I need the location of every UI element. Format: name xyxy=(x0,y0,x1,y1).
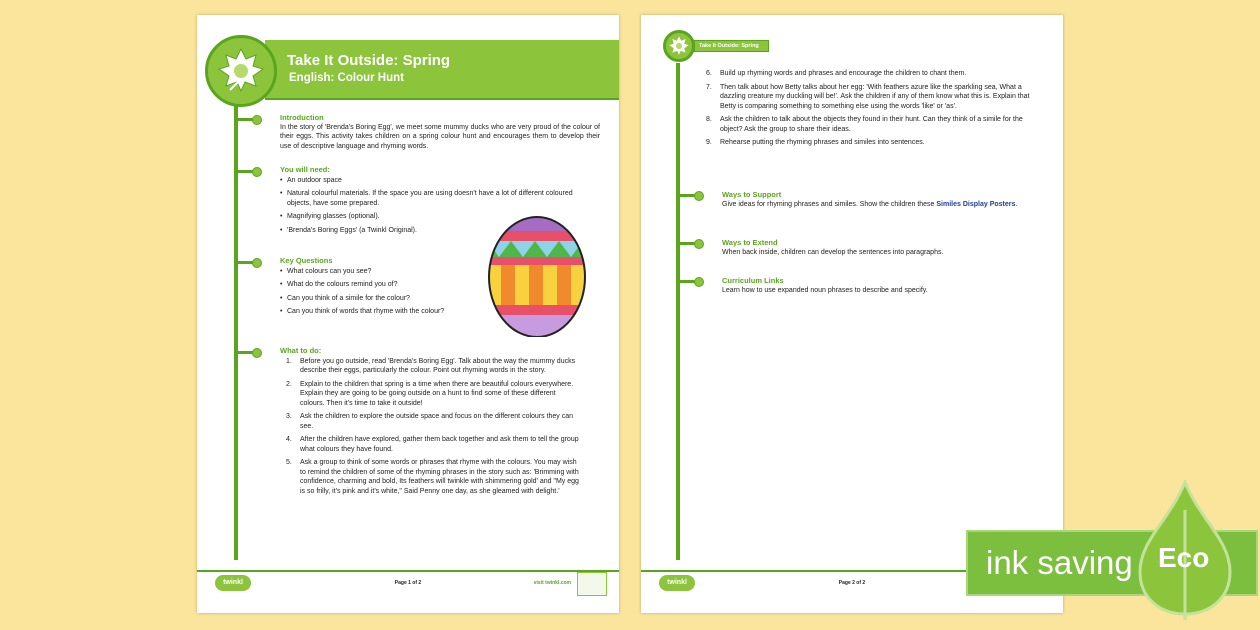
step-number: 6. xyxy=(706,70,712,77)
step-item xyxy=(286,380,580,409)
step-number: 3. xyxy=(286,413,292,420)
timeline-node xyxy=(678,242,700,245)
step-item xyxy=(706,115,1039,134)
step-item xyxy=(706,83,1039,112)
timeline-line xyxy=(676,63,680,560)
list-item: • Magnifying glasses (optional). xyxy=(280,212,580,222)
eco-label: Eco xyxy=(1158,542,1210,573)
section-heading: You will need: xyxy=(280,165,330,174)
twinkl-logo: twinkl xyxy=(659,575,695,591)
step-text: After the children have explored, gather them back together and ask them to tell the group what colours they have found. xyxy=(300,436,579,453)
section-text: Learn how to use expanded noun phrases to describe and specify. xyxy=(722,286,928,294)
list-item: • 'Brenda's Boring Eggs' (a Twinkl Original). xyxy=(280,226,580,236)
step-item xyxy=(286,357,580,376)
list-item: • Can you think of a simile for the colour? xyxy=(280,294,480,304)
page-title: Take It Outside: Spring xyxy=(287,52,451,69)
step-number: 4. xyxy=(286,436,292,443)
ink-saving-label: ink saving xyxy=(986,544,1133,581)
step-item xyxy=(286,435,580,454)
step-text: Rehearse putting the rhyming phrases and similes into sentences. xyxy=(720,139,925,146)
ways-to-extend-section xyxy=(722,238,1042,257)
timeline-node xyxy=(236,118,258,121)
introduction-section xyxy=(280,113,600,151)
easter-egg-illustration xyxy=(487,213,587,337)
curriculum-links-section xyxy=(722,276,1042,295)
page-1 xyxy=(197,15,619,613)
what-to-do-section xyxy=(280,346,580,496)
footer-rule xyxy=(197,570,619,572)
ways-to-support-section xyxy=(722,190,1042,209)
timeline-line xyxy=(234,105,238,560)
similes-posters-link[interactable]: Similes Display Posters xyxy=(936,200,1016,208)
list-item: • An outdoor space xyxy=(280,176,580,186)
list-item: • What do the colours remind you of? xyxy=(280,280,480,290)
section-text: In the story of 'Brenda's Boring Egg', we meet some mummy ducks who are very proud of the colour of their eggs. This activity takes children on a spring colour hunt and encourages them to develop their use of descriptive language and rhyming words. xyxy=(280,123,600,150)
step-number: 7. xyxy=(706,83,712,91)
timeline-node xyxy=(678,280,700,283)
step-text: Before you go outside, read 'Brenda's Boring Egg'. Talk about the way the mummy ducks describe their eggs, particularly the colour. Point out rhyming words in the story. xyxy=(300,357,576,374)
section-text: Give ideas for rhyming phrases and similes. Show the children these xyxy=(722,200,937,208)
header-label: Take It Outside: Spring xyxy=(694,40,769,52)
step-number: 2. xyxy=(286,380,292,388)
step-item xyxy=(286,458,580,496)
step-number: 5. xyxy=(286,459,292,466)
step-text: Explain to the children that spring is a time when there are beautiful colours everywhere. Explain they are going to be going outside on a hunt to find some of these different colours. Then it's time to take it outside! xyxy=(300,380,574,407)
header-band xyxy=(265,40,619,100)
section-heading: What to do: xyxy=(280,346,322,355)
eco-leaf-badge xyxy=(1130,480,1240,620)
section-heading: Introduction xyxy=(280,113,324,122)
timeline-node xyxy=(678,194,700,197)
step-text: Ask the children to explore the outside space and focus on the different colours they can see. xyxy=(300,413,574,430)
timeline-node xyxy=(236,261,258,264)
page-number: Page 1 of 2 xyxy=(394,580,422,586)
step-text: Then talk about how Betty talks about her egg: 'With feathers azure like the sparkling sea, What a dazzling creature my duckling will be!'. Ask the children if any of them know what this is. Explain that Betty is comparing something to something else using the words 'like' or 'as'. xyxy=(720,83,1030,110)
section-text: When back inside, children can develop the sentences into paragraphs. xyxy=(722,248,944,256)
section-heading: Ways to Extend xyxy=(722,238,778,247)
list-item: • Can you think of words that rhyme with the colour? xyxy=(280,307,480,317)
section-heading: Curriculum Links xyxy=(722,276,784,285)
timeline-node xyxy=(236,351,258,354)
punctuation: . xyxy=(1015,200,1018,208)
section-heading: Ways to Support xyxy=(722,190,782,199)
leaf-hand-logo-icon xyxy=(663,30,695,62)
leaf-hand-logo-icon xyxy=(205,35,277,107)
quality-badge-icon xyxy=(577,572,607,596)
visit-link[interactable]: visit twinkl.com xyxy=(533,580,571,586)
step-number: 9. xyxy=(706,139,712,146)
step-item xyxy=(706,138,1039,148)
key-questions-section xyxy=(280,256,480,317)
step-text: Ask the children to talk about the objects they found in their hunt. Can they think of a simile for the object? Ask the group to share their ideas. xyxy=(720,116,1023,133)
page-subtitle: English: Colour Hunt xyxy=(289,72,404,84)
step-text: Ask a group to think of some words or phrases that rhyme with the colours. You may wish to remind the children of some of the rhyming phrases in the story such as: 'Brimming with confidence, charming and bold, Its feathers will twinkle with shimmering gold' and "My egg is so frilly, it's pink and it's white," Said Penny one day, as she gleamed with delight.' xyxy=(300,459,579,495)
page-number: Page 2 of 2 xyxy=(838,580,866,586)
page-2 xyxy=(641,15,1063,613)
step-item xyxy=(286,412,580,431)
timeline-node xyxy=(236,170,258,173)
section-heading: Key Questions xyxy=(280,256,333,265)
step-number: 8. xyxy=(706,116,712,123)
step-text: Build up rhyming words and phrases and encourage the children to chant them. xyxy=(720,70,967,77)
list-item: • Natural colourful materials. If the space you are using doesn't have a lot of different coloured objects, have some prepared. xyxy=(280,189,580,208)
steps-continued xyxy=(706,65,1039,148)
step-number: 1. xyxy=(286,357,292,365)
step-item xyxy=(706,69,1039,79)
list-item: • What colours can you see? xyxy=(280,267,480,277)
twinkl-logo: twinkl xyxy=(215,575,251,591)
